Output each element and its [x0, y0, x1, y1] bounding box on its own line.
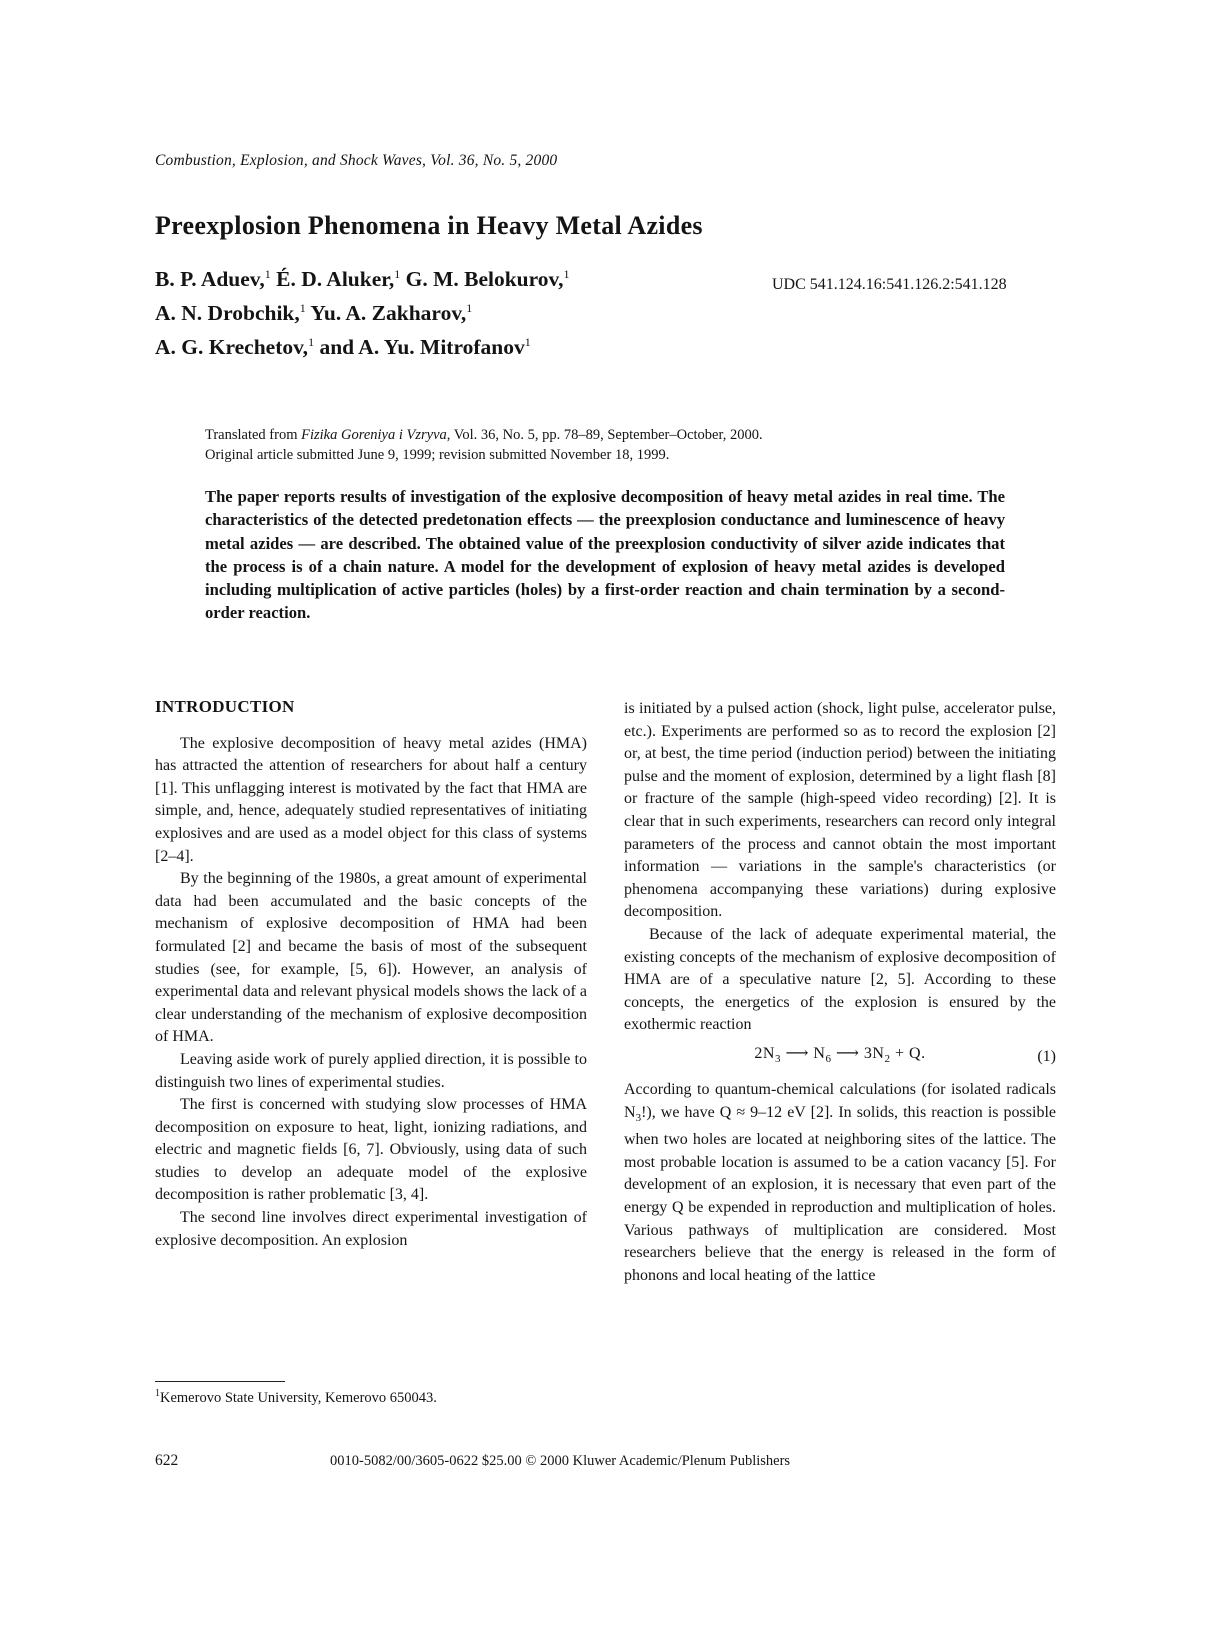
author-name: and A. Yu. Mitrofanov	[319, 335, 525, 359]
paragraph: According to quantum-chemical calculations (for isolated radicals $N_3$!), we have Q ≈ 9–12 eV [2]. In solids, this reaction is possible when two holes are located at neighboring sites of the lattice. The most probable location is assumed to be a cation vacancy [5]. For development of an explosion, it is necessary that even part of the energy Q be expended in reproduction and multiplication of holes. Various pathways of multiplication are considered. Most researchers believe that the energy is released in the form of phonons and local heating of the lattice	[624, 1080, 1056, 1284]
arrow-icon: ⟶	[785, 1045, 809, 1063]
author-name: É. D. Aluker,	[276, 267, 395, 291]
author-name: A. G. Krechetov,	[155, 335, 309, 359]
affiliation-mark: 1	[308, 335, 315, 349]
paragraph: The second line involves direct experimental investigation of explosive decomposition. An explosion	[155, 1209, 587, 1249]
journal-citation: Combustion, Explosion, and Shock Waves, Vol. 36, No. 5, 2000	[155, 152, 558, 169]
author-name: B. P. Aduev,	[155, 267, 265, 291]
right-column	[624, 698, 1056, 1287]
translation-line-2: Original article submitted June 9, 1999; revision submitted November 18, 1999.	[205, 447, 670, 463]
udc-code: UDC 541.124.16:541.126.2:541.128	[772, 276, 1007, 293]
translation-suffix: , Vol. 36, No. 5, pp. 78–89, September–October, 2000.	[446, 427, 763, 443]
footnote-mark: 1	[155, 1388, 160, 1399]
affiliation-mark: 1	[466, 301, 473, 315]
affiliation-mark: 1	[264, 267, 271, 281]
equation-number: (1)	[1037, 1047, 1056, 1065]
author-name: Yu. A. Zakharov,	[310, 301, 467, 325]
translation-line-1	[205, 425, 1025, 445]
arrow-icon: ⟶	[835, 1045, 860, 1063]
abstract: The paper reports results of investigation of the explosive decomposition of heavy metal azides in real time. The characteristics of the detected predetonation effects — the preexplosion conductance and luminescence of heavy metal azides — are described. The obtained value of the preexplosion conductivity of silver azide indicates that the process is of a chain nature. A model for the development of explosion of heavy metal azides is developed including multiplication of active particles (holes) by a first-order reaction and chain termination by a second-order reaction.	[205, 487, 1005, 623]
footnote	[155, 1390, 437, 1407]
author-line-2	[155, 296, 569, 330]
affiliation-mark: 1	[299, 301, 306, 315]
paragraph: By the beginning of the 1980s, a great amount of experimental data had been accumulated and the basic concepts of the mechanism of explosive decomposition of HMA had been formulated [2] and became the basis of most of the subsequent studies (see, for example, [5, 6]). However, an analysis of experimental data and relevant physical models shows the lack of a clear understanding of the mechanism of explosive decomposition of HMA.	[155, 870, 587, 1046]
author-name: G. M. Belokurov,	[405, 267, 564, 291]
section-heading: INTRODUCTION	[155, 697, 295, 716]
author-line-3	[155, 330, 569, 364]
paragraph: is initiated by a pulsed action (shock, light pulse, accelerator pulse, etc.). Experiments are performed so as to record the explosion [2] or, at best, the time period (induction period) between the initiating pulse and the moment of explosion, determined by a light flash [8] or fracture of the sample (high-speed video recording) [2]. It is clear that in such experiments, researchers can record only integral parameters of the process and cannot obtain the most important information — variations in the sample's characteristics (or phenomena accompanying these variations) during explosive decomposition.	[624, 700, 1056, 921]
affiliation-mark: 1	[394, 267, 401, 281]
equation-body: $2N_3$ ⟶ $N_6$ ⟶ $3N_2 + Q$.	[754, 1045, 926, 1066]
paragraph: Leaving aside work of purely applied direction, it is possible to distinguish two lines of experimental studies.	[155, 1050, 587, 1091]
left-column	[155, 696, 587, 1252]
paragraph: Because of the lack of adequate experimental material, the existing concepts of the mechanism of explosive decomposition of HMA are of a speculative nature [2, 5]. According to these concepts, the energetics of the explosion is ensured by the exothermic reaction	[624, 925, 1056, 1034]
affiliation-mark: 1	[524, 335, 531, 349]
author-line-1	[155, 262, 569, 296]
paragraph: The first is concerned with studying slow processes of HMA decomposition on exposure to heat, light, ionizing radiations, and electric and magnetic fields [6, 7]. Obviously, using data of such studies to develop an adequate model of the explosive decomposition is rather problematic [3, 4].	[155, 1096, 587, 1204]
author-name: A. N. Drobchik,	[155, 301, 300, 325]
translation-prefix: Translated from	[205, 427, 302, 443]
author-list	[155, 262, 569, 364]
copyright-line: 0010-5082/00/3605-0622 $25.00 © 2000 Kluwer Academic/Plenum Publishers	[330, 1453, 791, 1469]
article-title: Preexplosion Phenomena in Heavy Metal Azides	[155, 211, 703, 240]
translation-note	[205, 425, 1025, 465]
equation-1	[624, 1045, 1056, 1069]
affiliation-mark: 1	[563, 267, 570, 281]
footnote-rule	[155, 1381, 285, 1382]
page-number: 622	[155, 1452, 179, 1469]
footnote-text: Kemerovo State University, Kemerovo 650043.	[160, 1390, 437, 1406]
paragraph: The explosive decomposition of heavy metal azides (HMA) has attracted the attention of researchers for about half a century [1]. This unflagging interest is motivated by the fact that HMA are simple, and, hence, adequately studied representatives of initiating explosives and are used as a model object for this class of systems [2–4].	[155, 734, 587, 865]
translation-source: Fizika Goreniya i Vzryva	[301, 427, 447, 443]
